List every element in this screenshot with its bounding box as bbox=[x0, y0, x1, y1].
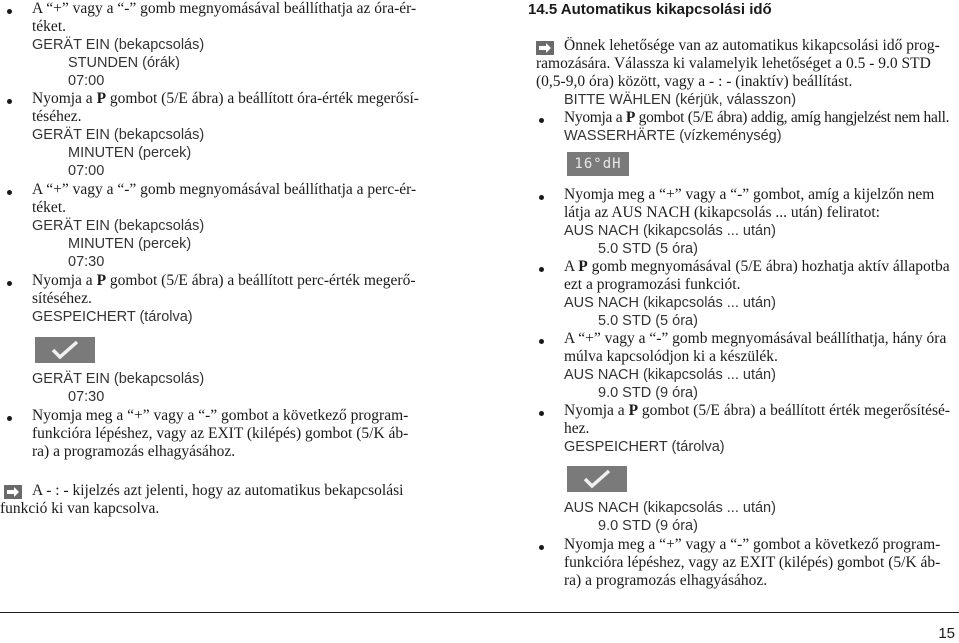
nyomja-text: Nyomja a bbox=[564, 109, 626, 126]
display-text: AUS NACH (kikapcsolás ... után) bbox=[564, 367, 776, 383]
note-arrow-icon bbox=[4, 485, 22, 499]
bullet bbox=[539, 118, 544, 123]
text-line: téséhez. bbox=[32, 108, 82, 125]
p-key-label: P bbox=[625, 109, 636, 126]
footer-rule bbox=[0, 612, 959, 613]
bullet bbox=[539, 411, 544, 416]
page-number: 15 bbox=[938, 625, 955, 642]
display-text: 07:30 bbox=[68, 254, 105, 270]
display-text: BITTE WÄHLEN (kérjük, válasszon) bbox=[564, 92, 797, 108]
text-line: funkcióra lépéshez, vagy az EXIT (kilépés) gombot (5/K áb- bbox=[564, 554, 941, 571]
text-line: látja az AUS NACH (kikapcsolás ... után) feliratot: bbox=[564, 204, 880, 221]
bullet bbox=[7, 9, 12, 14]
nyomja-text: Nyomja a bbox=[32, 90, 97, 107]
display-text: 07:00 bbox=[68, 163, 105, 179]
display-text: 9.0 STD (9 óra) bbox=[598, 385, 698, 401]
text-line: múlva kapcsolódjon ki a készülék. bbox=[564, 348, 778, 365]
text-line: A “+” vagy a “-” gomb megnyomásával beállíthatja a perc-ér- bbox=[32, 181, 417, 198]
bullet bbox=[539, 545, 544, 550]
display-text: GERÄT EIN (bekapcsolás) bbox=[32, 371, 205, 387]
display-text: MINUTEN (percek) bbox=[68, 145, 192, 161]
text-segment: gombot (5/E ábra) addig, amíg hangjelzést nem hall. bbox=[638, 109, 950, 126]
text-segment: gombot (5/E ábra) a beállított perc-érték megerő- bbox=[109, 272, 416, 289]
lcd-checkmark-display bbox=[567, 466, 627, 492]
display-text: 07:30 bbox=[68, 389, 105, 405]
bullet bbox=[539, 267, 544, 272]
p-key-label: P bbox=[628, 402, 639, 419]
p-key-label: P bbox=[96, 90, 107, 107]
text-segment: gombot (5/E ábra) a beállított érték megerősítésé- bbox=[641, 402, 951, 419]
text-line: Nyomja meg a “+” vagy a “-” gombot a következő program- bbox=[32, 407, 409, 424]
text-line: Önnek lehetősége van az automatikus kikapcsolási idő prog- bbox=[564, 37, 940, 54]
text-line: ra) a programozás elhagyásához. bbox=[564, 572, 768, 589]
text-segment: gombot (5/E ábra) a beállított óra-érték megerősí- bbox=[109, 90, 419, 107]
text-line: Nyomja meg a “+” vagy a “-” gombot, amíg a kijelzőn nem bbox=[564, 186, 935, 203]
text-line: sítéséhez. bbox=[32, 290, 92, 307]
bullet bbox=[7, 190, 12, 195]
a-text: A bbox=[564, 258, 579, 275]
display-text: 07:00 bbox=[68, 73, 105, 89]
display-text: MINUTEN (percek) bbox=[68, 236, 192, 252]
display-text: GERÄT EIN (bekapcsolás) bbox=[32, 127, 205, 143]
bullet bbox=[539, 339, 544, 344]
text-line: hez. bbox=[564, 420, 590, 437]
display-text: 9.0 STD (9 óra) bbox=[598, 518, 698, 534]
section-heading: 14.5 Automatikus kikapcsolási idő bbox=[528, 1, 772, 18]
bullet bbox=[7, 281, 12, 286]
display-text: GESPEICHERT (tárolva) bbox=[564, 439, 725, 455]
text-line: ezt a programozási funkciót. bbox=[564, 276, 741, 293]
text-line: téket. bbox=[32, 18, 66, 35]
text-line: A “+” vagy a “-” gomb megnyomásával beállíthatja, hány óra bbox=[564, 330, 947, 347]
display-text: 5.0 STD (5 óra) bbox=[598, 313, 698, 329]
display-text: WASSERHÄRTE (vízkeménység) bbox=[564, 128, 782, 144]
p-key-label: P bbox=[96, 272, 107, 289]
text-line: A “+” vagy a “-” gomb megnyomásával beállíthatja az óra-ér- bbox=[32, 0, 417, 17]
checkmark-icon bbox=[577, 468, 617, 490]
note-arrow-icon bbox=[536, 41, 554, 55]
note-text: funkció ki van kapcsolva. bbox=[0, 500, 160, 517]
display-text: 5.0 STD (5 óra) bbox=[598, 241, 698, 257]
display-text: GERÄT EIN (bekapcsolás) bbox=[32, 37, 205, 53]
nyomja-text: Nyomja a bbox=[32, 272, 97, 289]
text-line: (0,5-9,0 óra) között, vagy a - : - (inaktív) beállítást. bbox=[536, 73, 853, 90]
text-line: Nyomja meg a “+” vagy a “-” gombot a következő program- bbox=[564, 536, 941, 553]
checkmark-icon bbox=[45, 339, 85, 361]
lcd-water-hardness-display bbox=[567, 152, 629, 176]
text-line bbox=[564, 402, 950, 420]
display-text: AUS NACH (kikapcsolás ... után) bbox=[564, 295, 776, 311]
text-line: funkcióra lépéshez, vagy az EXIT (kilépés) gombot (5/K áb- bbox=[32, 425, 409, 442]
lcd-checkmark-display bbox=[35, 337, 95, 363]
bullet bbox=[7, 99, 12, 104]
text-line bbox=[32, 272, 415, 290]
text-line bbox=[564, 258, 950, 276]
display-text: AUS NACH (kikapcsolás ... után) bbox=[564, 500, 776, 516]
display-text: GESPEICHERT (tárolva) bbox=[32, 309, 193, 325]
lcd-text: 16°dH bbox=[574, 156, 622, 172]
bullet bbox=[539, 195, 544, 200]
text-line: ra) a programozás elhagyásához. bbox=[32, 443, 236, 460]
text-segment: gomb megnyomásával (5/E ábra) hozhatja aktív állapotba bbox=[591, 258, 950, 275]
text-line bbox=[564, 109, 949, 127]
p-key-label: P bbox=[578, 258, 588, 275]
bullet bbox=[7, 416, 12, 421]
nyomja-text: Nyomja a bbox=[564, 402, 629, 419]
text-line: téket. bbox=[32, 199, 66, 216]
text-line: ramozására. Válassza ki valamelyik lehetőséget a 0.5 - 9.0 STD bbox=[536, 55, 931, 72]
display-text: STUNDEN (órák) bbox=[68, 55, 180, 71]
display-text: GERÄT EIN (bekapcsolás) bbox=[32, 218, 205, 234]
text-line bbox=[32, 90, 419, 108]
display-text: AUS NACH (kikapcsolás ... után) bbox=[564, 223, 776, 239]
note-text: A - : - kijelzés azt jelenti, hogy az automatikus bekapcsolási bbox=[32, 482, 404, 499]
